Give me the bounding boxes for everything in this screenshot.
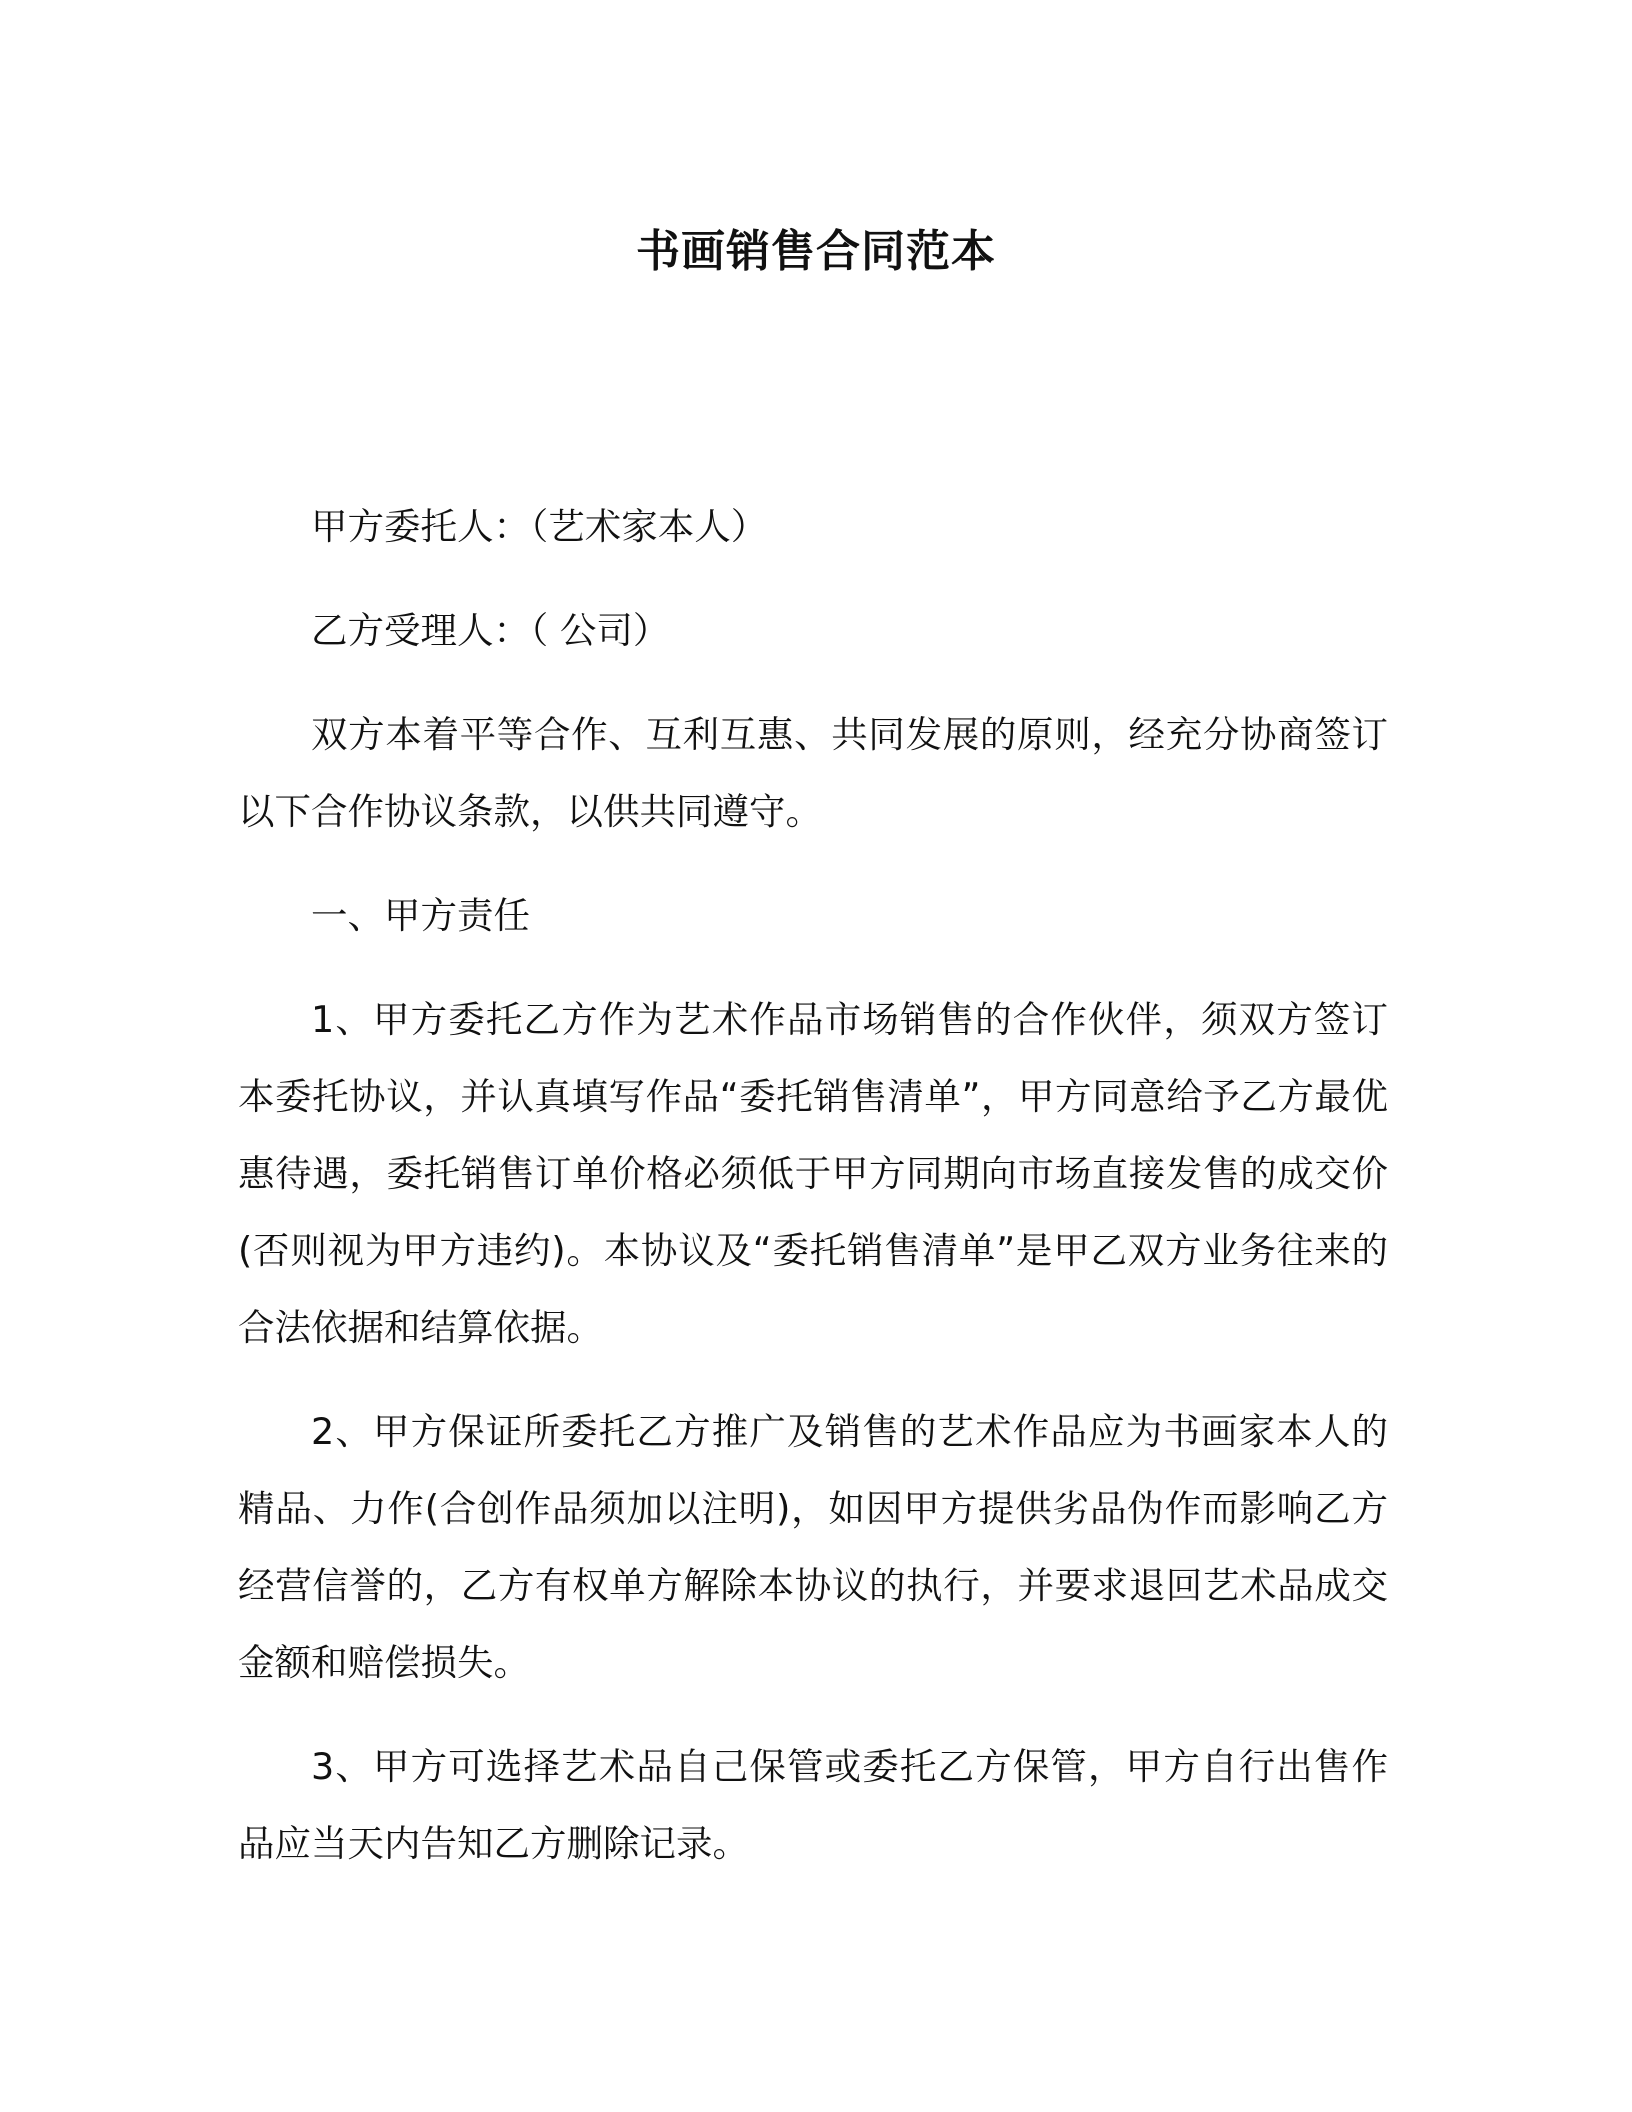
clause-paragraph: 1、甲方委托乙方作为艺术作品市场销售的合作伙伴，须双方签订本委托协议，并认真填写作品“委托销售清单”，甲方同意给予乙方最优惠待遇，委托销售订单价格必须低于甲方同期向市场直接发售的成交价(否则视为甲方违约)。本协议及“委托销售清单”是甲乙双方业务往来的合法依据和结算依据。 [238, 998, 1388, 1349]
party-b-line: 乙方受理人：（ 公司） [311, 609, 670, 652]
section-heading: 一、甲方责任 [311, 894, 530, 937]
clause-paragraph: 3、甲方可选择艺术品自己保管或委托乙方保管，甲方自行出售作品应当天内告知乙方删除记录。 [238, 1745, 1388, 1865]
document-body [238, 488, 1388, 1909]
clause-paragraph: 2、甲方保证所委托乙方推广及销售的艺术作品应为书画家本人的精品、力作(合创作品须加以注明)，如因甲方提供劣品伪作而影响乙方经营信誉的，乙方有权单方解除本协议的执行，并要求退回艺术品成交金额和赔偿损失。 [238, 1410, 1388, 1684]
intro-paragraph: 双方本着平等合作、互利互惠、共同发展的原则，经充分协商签订以下合作协议条款，以供共同遵守。 [238, 713, 1388, 833]
document-title: 书画销售合同范本 [636, 226, 996, 277]
party-a-line: 甲方委托人：（艺术家本人） [311, 505, 768, 548]
